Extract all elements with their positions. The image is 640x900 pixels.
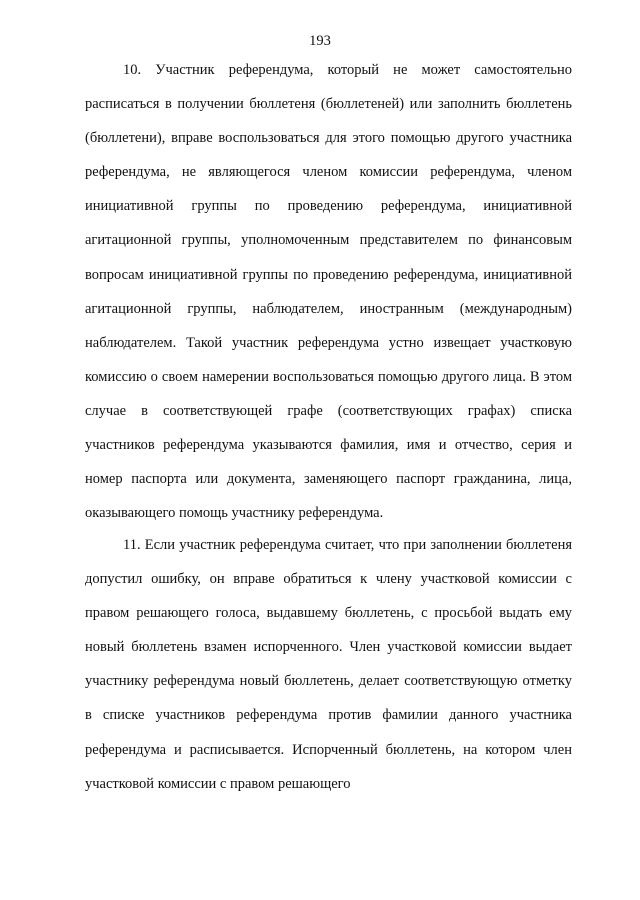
paragraph-11: 11. Если участник референдума считает, что при заполнении бюллетеня допустил ошибку, он вправе обратиться к члену участковой комиссии с правом решающего голоса, выдавшему бюллетень, с просьбой выдать ему новый бюллетень взамен испорченного. Член участковой комиссии выдает участнику референдума новый бюллетень, делает соответствующую отметку в списке участников референдума против фамилии данного участника референдума и расписывается. Испорченный бюллетень, на котором член участковой комиссии с правом решающего <box>85 537 572 792</box>
page-number: 193 <box>309 33 331 49</box>
paragraph-10: 10. Участник референдума, который не может самостоятельно расписаться в получении бюллетеня (бюллетеней) или заполнить бюллетень (бюллетени), вправе воспользоваться для этого помощью другого участника референдума, не являющегося членом комиссии референдума, членом инициативной группы по проведению референдума, инициативной агитационной группы, уполномоченным представителем по финансовым вопросам инициативной группы по проведению референдума, инициативной агитационной группы, наблюдателем, иностранным (международным) наблюдателем. Такой участник референдума устно извещает участковую комиссию о своем намерении воспользоваться помощью другого лица. В этом случае в соответствующей графе (соответствующих графах) списка участников референдума указываются фамилия, имя и отчество, серия и номер паспорта или документа, заменяющего паспорт гражданина, лица, оказывающего помощь участнику референдума. <box>85 62 572 522</box>
